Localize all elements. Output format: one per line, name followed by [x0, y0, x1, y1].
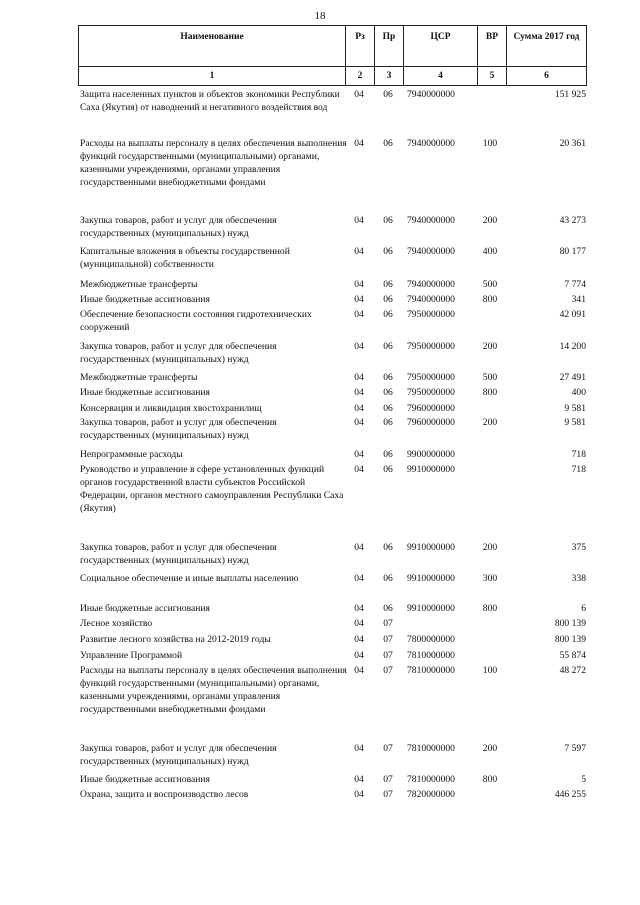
row-sum: 446 255	[554, 789, 586, 800]
row-pr: 07	[383, 789, 393, 800]
row-sum: 800 139	[554, 634, 586, 645]
row-csr: 7940000000	[407, 246, 455, 257]
row-name: Охрана, защита и воспроизводство лесов	[80, 789, 249, 800]
row-pr: 06	[383, 403, 393, 414]
row-rz: 04	[354, 464, 364, 475]
row-csr: 7810000000	[407, 743, 455, 754]
row-rz: 04	[354, 743, 364, 754]
row-sum: 7 597	[564, 743, 586, 754]
row-pr: 07	[383, 618, 393, 629]
row-pr: 06	[383, 387, 393, 398]
row-vr: 300	[482, 573, 498, 584]
row-vr: 800	[482, 603, 498, 614]
row-pr: 06	[383, 341, 393, 352]
row-sum: 43 273	[559, 215, 586, 226]
row-pr: 06	[383, 246, 393, 257]
page-number: 18	[314, 10, 326, 22]
row-rz: 04	[354, 341, 364, 352]
row-pr: 06	[383, 279, 393, 290]
row-rz: 04	[354, 417, 364, 428]
row-csr: 7820000000	[407, 789, 455, 800]
row-sum: 20 361	[559, 138, 586, 149]
row-csr: 7950000000	[407, 387, 455, 398]
row-vr: 200	[482, 542, 498, 553]
row-name: Обеспечение безопасности состояния гидротехнических сооружений	[80, 309, 312, 333]
row-rz: 04	[354, 665, 364, 676]
row-rz: 04	[354, 246, 364, 257]
column-header-rz: Рз 2	[346, 26, 375, 85]
row-name: Иные бюджетные ассигнования	[80, 294, 210, 305]
row-pr: 06	[383, 417, 393, 428]
row-csr: 9910000000	[407, 542, 455, 553]
row-sum: 80 177	[559, 246, 586, 257]
row-rz: 04	[354, 387, 364, 398]
row-vr: 500	[482, 279, 498, 290]
row-csr: 7960000000	[407, 417, 455, 428]
row-sum: 42 091	[559, 309, 586, 320]
row-rz: 04	[354, 650, 364, 661]
row-name: Расходы на выплаты персоналу в целях обеспечения выполнения функций государственными (муниципальными) органами, казенными учреждениями, органами управления государственными внебюджетными фондами	[80, 665, 347, 715]
row-sum: 5	[581, 774, 586, 785]
row-rz: 04	[354, 573, 364, 584]
row-pr: 06	[383, 573, 393, 584]
row-csr: 9910000000	[407, 603, 455, 614]
row-csr: 7940000000	[407, 215, 455, 226]
row-name: Иные бюджетные ассигнования	[80, 774, 210, 785]
row-rz: 04	[354, 294, 364, 305]
row-csr: 9910000000	[407, 573, 455, 584]
row-vr: 400	[482, 246, 498, 257]
row-csr: 7810000000	[407, 665, 455, 676]
row-csr: 9910000000	[407, 464, 455, 475]
row-name: Закупка товаров, работ и услуг для обеспечения государственных (муниципальных) нужд	[80, 215, 277, 239]
row-pr: 07	[383, 774, 393, 785]
row-rz: 04	[354, 449, 364, 460]
row-pr: 06	[383, 309, 393, 320]
row-sum: 48 272	[559, 665, 586, 676]
row-name: Капитальные вложения в объекты государственной (муниципальной) собственности	[80, 246, 290, 270]
row-csr: 7940000000	[407, 294, 455, 305]
row-csr: 7960000000	[407, 403, 455, 414]
row-name: Непрограммные расходы	[80, 449, 183, 460]
column-header-pr: Пр 3	[375, 26, 404, 85]
row-pr: 06	[383, 372, 393, 383]
column-header-name: Наименование 1	[79, 26, 346, 85]
row-name: Закупка товаров, работ и услуг для обеспечения государственных (муниципальных) нужд	[80, 743, 277, 767]
row-sum: 9 581	[564, 417, 586, 428]
row-csr: 7800000000	[407, 634, 455, 645]
row-sum: 6	[581, 603, 586, 614]
row-sum: 14 200	[559, 341, 586, 352]
row-pr: 07	[383, 634, 393, 645]
row-sum: 27 491	[559, 372, 586, 383]
row-sum: 800 139	[554, 618, 586, 629]
row-csr: 7940000000	[407, 89, 455, 100]
row-vr: 800	[482, 387, 498, 398]
row-csr: 7940000000	[407, 138, 455, 149]
column-header-vr: ВР 5	[478, 26, 507, 85]
row-vr: 800	[482, 774, 498, 785]
row-name: Иные бюджетные ассигнования	[80, 603, 210, 614]
row-sum: 55 874	[559, 650, 586, 661]
row-sum: 7 774	[564, 279, 586, 290]
row-name: Социальное обеспечение и иные выплаты населению	[80, 573, 299, 584]
row-name: Закупка товаров, работ и услуг для обеспечения государственных (муниципальных) нужд	[80, 542, 277, 566]
row-pr: 06	[383, 449, 393, 460]
row-name: Межбюджетные трансферты	[80, 372, 198, 383]
row-rz: 04	[354, 138, 364, 149]
row-vr: 200	[482, 215, 498, 226]
row-vr: 200	[482, 341, 498, 352]
row-pr: 07	[383, 743, 393, 754]
row-pr: 06	[383, 464, 393, 475]
row-sum: 338	[571, 573, 586, 584]
row-csr: 7950000000	[407, 309, 455, 320]
row-vr: 200	[482, 417, 498, 428]
row-sum: 151 925	[554, 89, 586, 100]
row-name: Закупка товаров, работ и услуг для обеспечения государственных (муниципальных) нужд	[80, 417, 277, 441]
row-rz: 04	[354, 372, 364, 383]
row-pr: 06	[383, 215, 393, 226]
column-header-sum: Сумма 2017 год 6	[513, 32, 580, 81]
row-csr: 7950000000	[407, 372, 455, 383]
row-name: Лесное хозяйство	[80, 618, 153, 629]
row-sum: 400	[571, 387, 586, 398]
row-sum: 718	[571, 464, 586, 475]
row-pr: 06	[383, 294, 393, 305]
row-vr: 800	[482, 294, 498, 305]
row-name: Развитие лесного хозяйства на 2012-2019 годы	[80, 634, 271, 645]
row-rz: 04	[354, 542, 364, 553]
row-name: Закупка товаров, работ и услуг для обеспечения государственных (муниципальных) нужд	[80, 341, 277, 365]
row-csr: 7940000000	[407, 279, 455, 290]
row-vr: 100	[482, 665, 498, 676]
row-name: Межбюджетные трансферты	[80, 279, 198, 290]
row-rz: 04	[354, 403, 364, 414]
row-sum: 375	[571, 542, 586, 553]
table-header	[78, 25, 587, 86]
row-csr: 7810000000	[407, 650, 455, 661]
row-pr: 06	[383, 603, 393, 614]
row-name: Защита населенных пунктов и объектов экономики Республики Саха (Якутия) от наводнений и негативного воздействия вод	[80, 89, 340, 113]
row-pr: 06	[383, 138, 393, 149]
row-csr: 7810000000	[407, 774, 455, 785]
row-sum: 9 581	[564, 403, 586, 414]
row-rz: 04	[354, 634, 364, 645]
row-rz: 04	[354, 618, 364, 629]
row-name: Консервация и ликвидация хвостохранилищ	[80, 403, 262, 414]
row-sum: 718	[571, 449, 586, 460]
row-name: Руководство и управление в сфере установленных функций органов государственной власти субъектов Российской Федерации, органов местного самоуправления Республики Саха (Якутия)	[80, 464, 344, 514]
row-rz: 04	[354, 603, 364, 614]
row-pr: 07	[383, 650, 393, 661]
row-name: Управление Программой	[80, 650, 183, 661]
row-rz: 04	[354, 774, 364, 785]
row-sum: 341	[571, 294, 586, 305]
row-rz: 04	[354, 89, 364, 100]
row-vr: 100	[482, 138, 498, 149]
row-rz: 04	[354, 279, 364, 290]
row-vr: 500	[482, 372, 498, 383]
row-rz: 04	[354, 215, 364, 226]
row-pr: 06	[383, 542, 393, 553]
row-vr: 200	[482, 743, 498, 754]
row-name: Иные бюджетные ассигнования	[80, 387, 210, 398]
row-pr: 07	[383, 665, 393, 676]
row-rz: 04	[354, 309, 364, 320]
row-csr: 7950000000	[407, 341, 455, 352]
row-csr: 9900000000	[407, 449, 455, 460]
row-pr: 06	[383, 89, 393, 100]
column-header-csr: ЦСР 4	[404, 26, 478, 85]
row-name: Расходы на выплаты персоналу в целях обеспечения выполнения функций государственными (муниципальными) органами, казенными учреждениями, органами управления государственными внебюджетными фондами	[80, 138, 347, 188]
row-rz: 04	[354, 789, 364, 800]
